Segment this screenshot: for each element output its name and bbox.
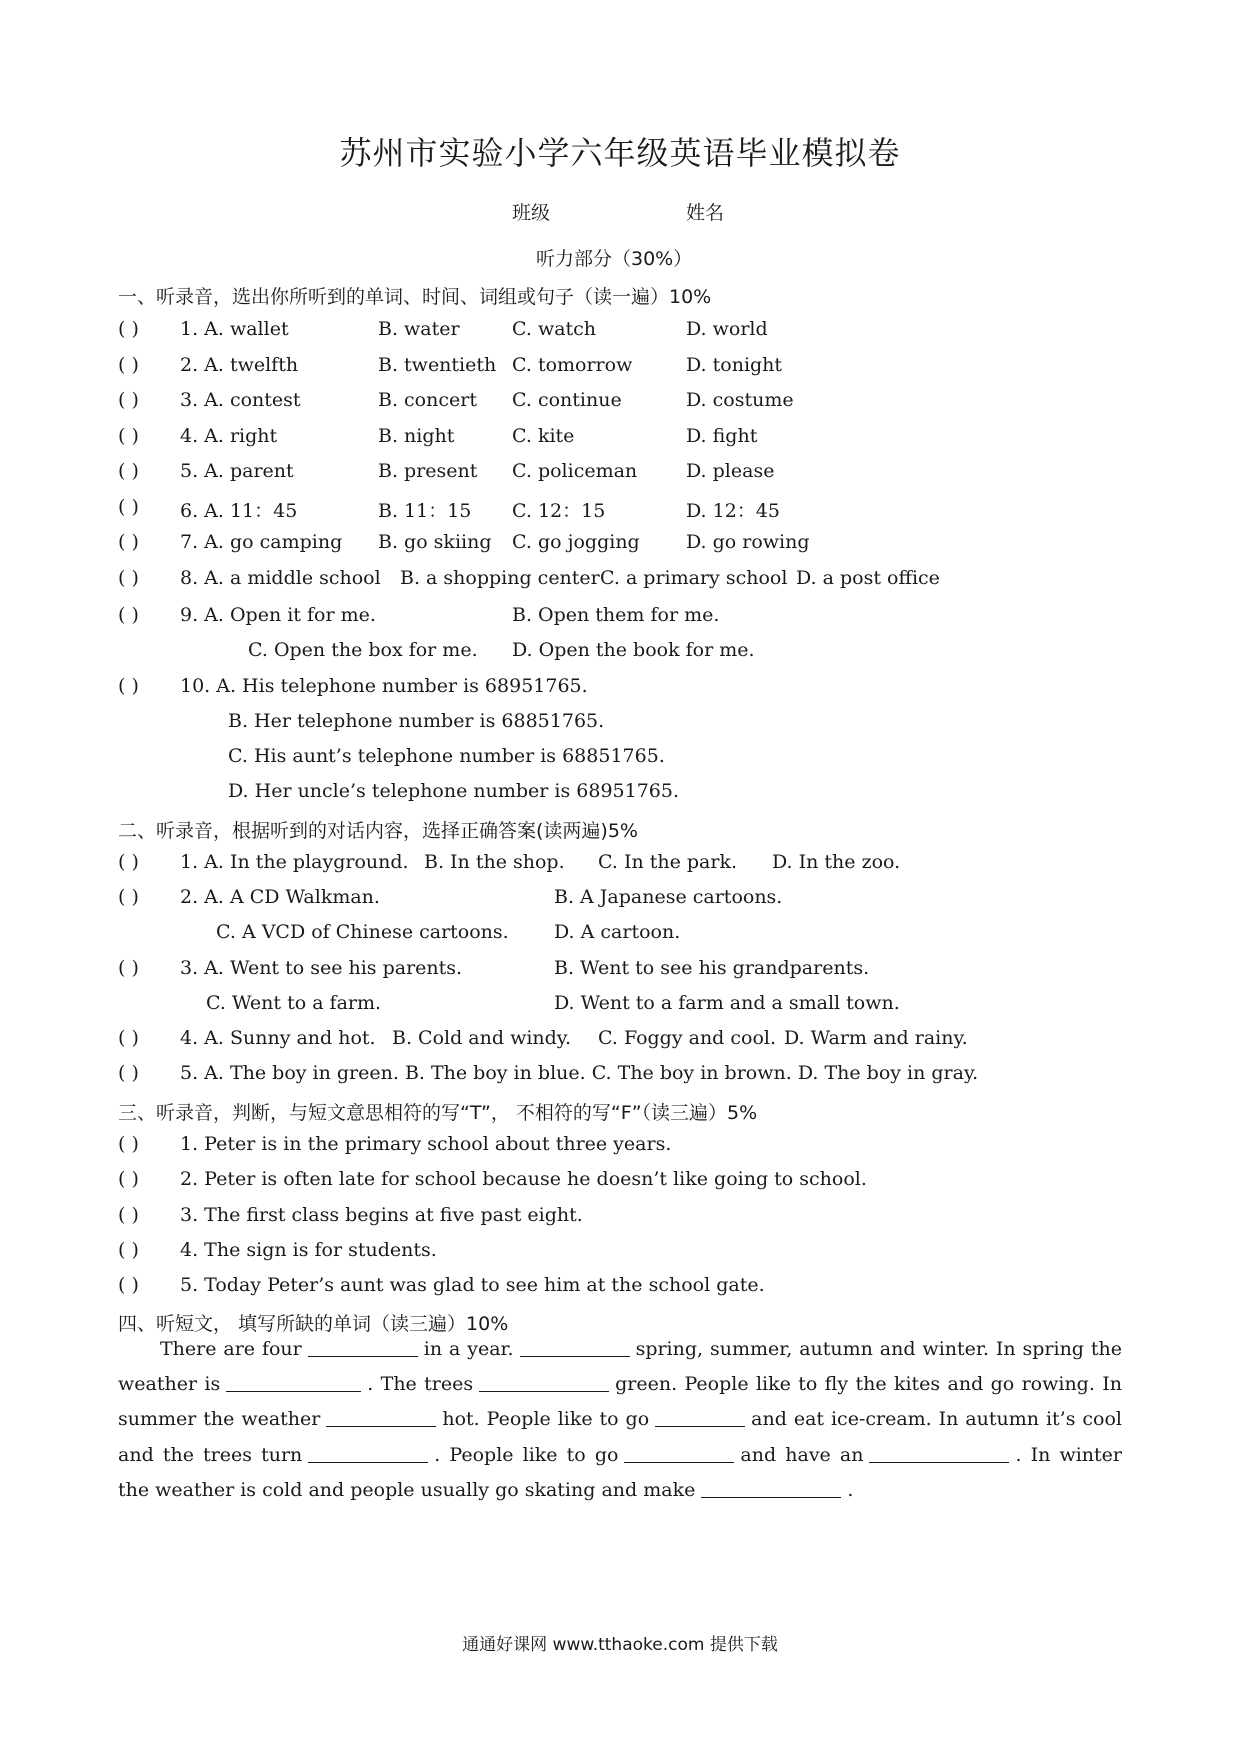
passage-text: There are four (160, 1338, 302, 1360)
s2-q3-option-b: B. Went to see his grandparents. (554, 957, 870, 979)
s2-q2-option-a: 2. A. A CD Walkman. (180, 886, 380, 908)
q3-option-d: D. costume (686, 389, 794, 411)
passage-text: . People like to go (434, 1443, 619, 1466)
passage-text: . (847, 1478, 854, 1501)
answer-blank[interactable] (326, 1408, 436, 1427)
answer-blank[interactable] (655, 1408, 745, 1427)
answer-paren: ( ) (118, 495, 139, 518)
answer-paren: ( ) (118, 424, 139, 447)
class-label: 班级 (512, 202, 551, 224)
name-label: 姓名 (686, 202, 725, 224)
q3-option-b: B. concert (378, 389, 477, 411)
q6-option-d: D. 12：45 (686, 499, 780, 522)
q2-option-c: C. tomorrow (512, 353, 633, 376)
section3-heading: 三、听录音，判断，与短文意思相符的写“T”， 不相符的写“F”（读三遍）5% (118, 1102, 758, 1124)
passage-text: green. People like to fly the kites and go rowing. In summer the weather (118, 1373, 1122, 1431)
answer-paren: ( ) (118, 389, 139, 411)
q9-option-b: B. Open them for me. (512, 604, 720, 626)
section2-heading: 二、听录音，根据听到的对话内容，选择正确答案(读两遍)5% (118, 820, 638, 842)
q1-option-c: C. watch (512, 318, 597, 340)
tf-statement-2: 2. Peter is often late for school because he doesn’t like going to school. (180, 1168, 867, 1191)
s2-q4-option-d: D. Warm and rainy. (784, 1027, 968, 1049)
answer-paren: ( ) (118, 1062, 139, 1084)
passage-text: hot. People like to go (442, 1408, 650, 1431)
q8-option-b: B. a shopping center (400, 566, 600, 589)
listening-header: 听力部分（30%） (536, 248, 693, 270)
q7-option-b: B. go skiing (378, 531, 492, 553)
q3-option-c: C. continue (512, 389, 622, 411)
q5-option-d: D. please (686, 460, 775, 482)
answer-paren: ( ) (118, 675, 139, 697)
passage-text: . The trees (367, 1373, 474, 1396)
tf-statement-4: 4. The sign is for students. (180, 1238, 437, 1261)
answer-paren: ( ) (118, 604, 139, 626)
s2-q1-option-a: 1. A. In the playground. (180, 851, 409, 873)
s2-q5-options: 5. A. The boy in green. B. The boy in blue. C. The boy in brown. D. The boy in gray. (180, 1062, 979, 1084)
answer-paren: ( ) (118, 1168, 139, 1191)
answer-blank[interactable] (308, 1444, 428, 1463)
section1-heading: 一、听录音，选出你所听到的单词、时间、词组或句子（读一遍）10% (118, 286, 712, 308)
q7-option-d: D. go rowing (686, 531, 810, 553)
answer-blank[interactable] (869, 1444, 1009, 1463)
passage-text: and eat ice-cream. In autumn it’s cool and the trees turn (118, 1408, 1122, 1466)
q4-option-c: C. kite (512, 424, 575, 447)
s2-q2-option-b: B. A Japanese cartoons. (554, 886, 783, 908)
answer-paren: ( ) (118, 1274, 139, 1297)
s2-q3-option-a: 3. A. Went to see his parents. (180, 957, 463, 979)
q4-option-d: D. fight (686, 424, 758, 447)
answer-paren: ( ) (118, 460, 139, 482)
s2-q1-option-c: C. In the park. (598, 851, 738, 873)
q7-option-a: 7. A. go camping (180, 531, 343, 553)
answer-paren: ( ) (118, 1238, 139, 1261)
s2-q4-option-b: B. Cold and windy. (392, 1027, 572, 1049)
q8-option-d: D. a post office (796, 566, 940, 589)
q1-option-b: B. water (378, 318, 460, 340)
tf-statement-3: 3. The first class begins at five past eight. (180, 1203, 583, 1226)
q8-option-a: 8. A. a middle school (180, 566, 381, 589)
s2-q3-option-c: C. Went to a farm. (206, 992, 382, 1014)
passage-text: and have an (740, 1443, 864, 1466)
q9-option-d: D. Open the book for me. (512, 639, 755, 661)
q3-option-a: 3. A. contest (180, 389, 301, 411)
q6-option-b: B. 11：15 (378, 499, 472, 522)
answer-paren: ( ) (118, 566, 139, 589)
q5-option-b: B. present (378, 460, 478, 482)
s2-q4-option-c: C. Foggy and cool. (598, 1027, 777, 1049)
answer-blank[interactable] (701, 1479, 841, 1498)
answer-paren: ( ) (118, 886, 139, 908)
answer-paren: ( ) (118, 1027, 139, 1049)
s2-q2-option-d: D. A cartoon. (554, 921, 681, 943)
q7-option-c: C. go jogging (512, 531, 640, 553)
q2-option-a: 2. A. twelfth (180, 353, 299, 376)
tf-statement-5: 5. Today Peter’s aunt was glad to see him at the school gate. (180, 1274, 765, 1297)
q2-option-d: D. tonight (686, 353, 783, 376)
s2-q3-option-d: D. Went to a farm and a small town. (554, 992, 900, 1014)
q10-option-a: 10. A. His telephone number is 68951765. (180, 675, 588, 697)
q6-option-a: 6. A. 11：45 (180, 499, 298, 522)
answer-blank[interactable] (520, 1338, 630, 1357)
q4-option-a: 4. A. right (180, 424, 278, 447)
cloze-passage (118, 1332, 1122, 1508)
answer-paren: ( ) (118, 957, 139, 979)
q10-option-b: B. Her telephone number is 68851765. (228, 710, 605, 732)
answer-blank[interactable] (308, 1338, 418, 1357)
q2-option-b: B. twentieth (378, 353, 497, 376)
answer-paren: ( ) (118, 318, 139, 340)
q5-option-c: C. policeman (512, 460, 638, 482)
footer-credit: 通通好课网 www.tthaoke.com 提供下载 (462, 1635, 778, 1655)
q10-option-d: D. Her uncle’s telephone number is 68951765. (228, 780, 680, 802)
answer-blank[interactable] (479, 1373, 609, 1392)
page-title: 苏州市实验小学六年级英语毕业模拟卷 (339, 134, 901, 172)
answer-blank[interactable] (624, 1444, 734, 1463)
q1-option-a: 1. A. wallet (180, 318, 289, 340)
q6-option-c: C. 12：15 (512, 499, 606, 522)
section4-heading: 四、听短文， 填写所缺的单词（读三遍）10% (118, 1313, 509, 1335)
answer-paren: ( ) (118, 531, 139, 553)
s2-q4-option-a: 4. A. Sunny and hot. (180, 1027, 376, 1049)
answer-paren: ( ) (118, 851, 139, 873)
answer-blank[interactable] (226, 1373, 361, 1392)
answer-paren: ( ) (118, 1133, 139, 1155)
s2-q1-option-b: B. In the shop. (424, 851, 565, 873)
passage-text: spring, summer, autumn and winter. In spring the weather is (118, 1338, 1122, 1396)
q4-option-b: B. night (378, 424, 455, 447)
q9-option-c: C. Open the box for me. (248, 639, 478, 661)
s2-q1-option-d: D. In the zoo. (772, 851, 901, 873)
q1-option-d: D. world (686, 318, 768, 340)
q10-option-c: C. His aunt’s telephone number is 68851765. (228, 745, 665, 767)
s2-q2-option-c: C. A VCD of Chinese cartoons. (216, 921, 509, 943)
q9-option-a: 9. A. Open it for me. (180, 604, 376, 626)
q5-option-a: 5. A. parent (180, 460, 294, 482)
answer-paren: ( ) (118, 353, 139, 376)
tf-statement-1: 1. Peter is in the primary school about three years. (180, 1133, 672, 1155)
passage-text: in a year. (423, 1338, 514, 1360)
q8-option-c: C. a primary school (600, 566, 788, 589)
answer-paren: ( ) (118, 1203, 139, 1226)
passage-text: . In winter the weather is cold and people usually go skating and make (118, 1443, 1122, 1501)
